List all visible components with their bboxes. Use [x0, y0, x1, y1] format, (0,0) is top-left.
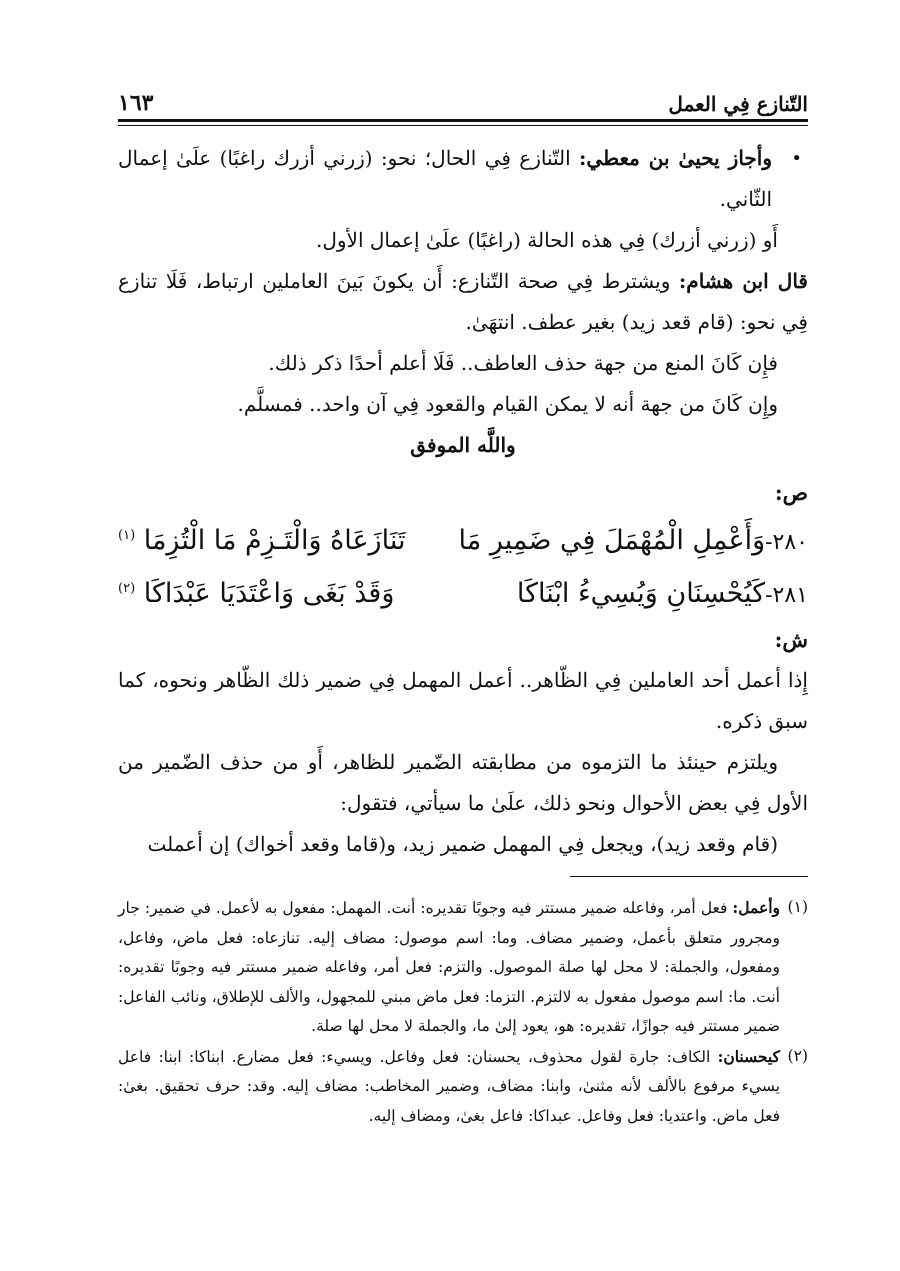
footnote-ref[interactable]: (١)	[118, 528, 136, 543]
verse-number: ٢٨١-	[765, 583, 808, 608]
verse-number: ٢٨٠-	[765, 530, 808, 555]
paragraph: (قام وقعد زيد)، ويجعل فِي المهمل ضمير زيد، و(قاما وقعد أخواك) إن أعملت	[147, 832, 778, 856]
footnote-text: فعل أمر، وفاعله ضمير مستتر فيه وجوبًا تقديره: أنت. المهمل: مفعول به لأعمل. في ضمير: جار ومجرور متعلق بأعمل، وضمير مضاف. وما: اسم موصول: مضاف إليه. تنازعاه: فعل ماض، وفاعل، ومفعول، والجملة: لا محل لها صلة الموصول. والتزم: فعل أمر، وفاعله ضمير مستتر فيه وجوبًا تقديره: أنت. ما: اسم موصول مفعول به لالتزم. التزما: فعل ماض مبني للمجهول، والألف للإطلاق، ونائب الفاعل: ضمير مستتر فيه جوازًا، تقديره: هو، يعود إلىٰ ما، والجملة لا محل لها صلة.	[118, 899, 780, 1035]
footnote	[118, 1042, 808, 1132]
verse-hemistich-1: ٢٨٠-وَأَعْمِلِ الْمُهْمَلَ فِي ضَمِيرِ مَا	[458, 525, 808, 556]
paragraph-bullet	[118, 138, 808, 220]
closing-phrase: واللَّه الموفق	[410, 433, 516, 457]
footnote-lead: وأعمل:	[732, 898, 780, 917]
footnote-separator	[570, 876, 808, 877]
paragraph: أَو (زرني أزرك) فِي هذه الحالة (راغبًا) علَىٰ إعمال الأول.	[316, 228, 778, 252]
verse-line	[118, 513, 808, 566]
header-rule-thin	[118, 125, 808, 126]
page-number: ١٦٣	[118, 90, 154, 116]
paragraph-lead: قال ابن هشام:	[678, 269, 808, 293]
footnote-number: (١)	[787, 898, 808, 916]
paragraph: ويلتزم حينئذ ما التزموه من مطابقته الضّمير للظاهر، أَو من حذف الضّمير من الأول فِي بعض الأحوال ونحو ذلك، علَىٰ ما سيأتي، فتقول:	[118, 750, 808, 815]
verse-hemistich-2: تَنَازَعَاهُ وَالْتَـزِمْ مَا الْتُزِمَا $^{(١)}$	[118, 525, 406, 556]
footnotes	[118, 893, 808, 1131]
paragraph: فإِن كَانَ المنع من جهة حذف العاطف.. فَلَا أعلم أحدًا ذكر ذلك.	[268, 351, 778, 375]
verse-hemistich-1: ٢٨١-كَيُحْسِنَانِ وَيُسِيءُ ابْنَاكَا	[516, 578, 808, 609]
running-header	[118, 80, 808, 116]
paragraph-text: ويشترط فِي صحة التّنازع: أَن يكونَ بَينَ العاملين ارتباط، فَلَا تنازع فِي نحو: (قام قعد زيد) بغير عطف. انتهَىٰ.	[118, 269, 808, 334]
footnote-lead: كيحسنان:	[717, 1046, 780, 1066]
paragraph: وإِن كَانَ من جهة أنه لا يمكن القيام والقعود فِي آن واحد.. فمسلَّم.	[237, 392, 778, 416]
paragraph-text: التّنازع فِي الحال؛ نحو: (زرني أزرك راغبًا) علَىٰ إعمال الثّاني.	[118, 146, 772, 211]
sharh-label: ش:	[774, 627, 808, 652]
header-rule-thick	[118, 119, 808, 122]
footnote-number: (٢)	[787, 1046, 808, 1065]
footnote-text: الكاف: جارة لقول محذوف، يحسنان: فعل وفاعل. ويسيء: فعل مضارع. ابناكا: ابنا: فاعل يسيء مرفوع بالألف لأنه مثنىٰ، وابنا: مضاف، وضمير المخاطب: مضاف إليه. وقد: حرف تحقيق. بغىٰ: فعل ماض. واعتديا: فعل وفاعل. عبداكا: فاعل بغىٰ، ومضاف إليه.	[118, 1047, 780, 1125]
paragraph: إِذا أعمل أحد العاملين فِي الظّاهر.. أعمل المهمل فِي ضمير ذلك الظّاهر ونحوه، كما سبق ذكره.	[118, 668, 808, 733]
main-text	[118, 138, 808, 865]
chapter-title: التّنازع فِي العمل	[668, 92, 808, 116]
verse-hemistich-2: وَقَدْ بَغَى وَاعْتَدَيَا عَبْدَاكَا $^{(٢)}$	[118, 578, 395, 609]
verse-line	[118, 566, 808, 619]
paragraph-ibn-hisham	[118, 261, 808, 343]
paragraph-lead: وأجاز يحيىٰ بن معطي:	[579, 146, 772, 170]
footnote-ref[interactable]: (٢)	[118, 581, 136, 596]
verse-label: ص:	[774, 480, 808, 505]
footnote	[118, 893, 808, 1042]
bullet-marker: •	[791, 148, 802, 169]
